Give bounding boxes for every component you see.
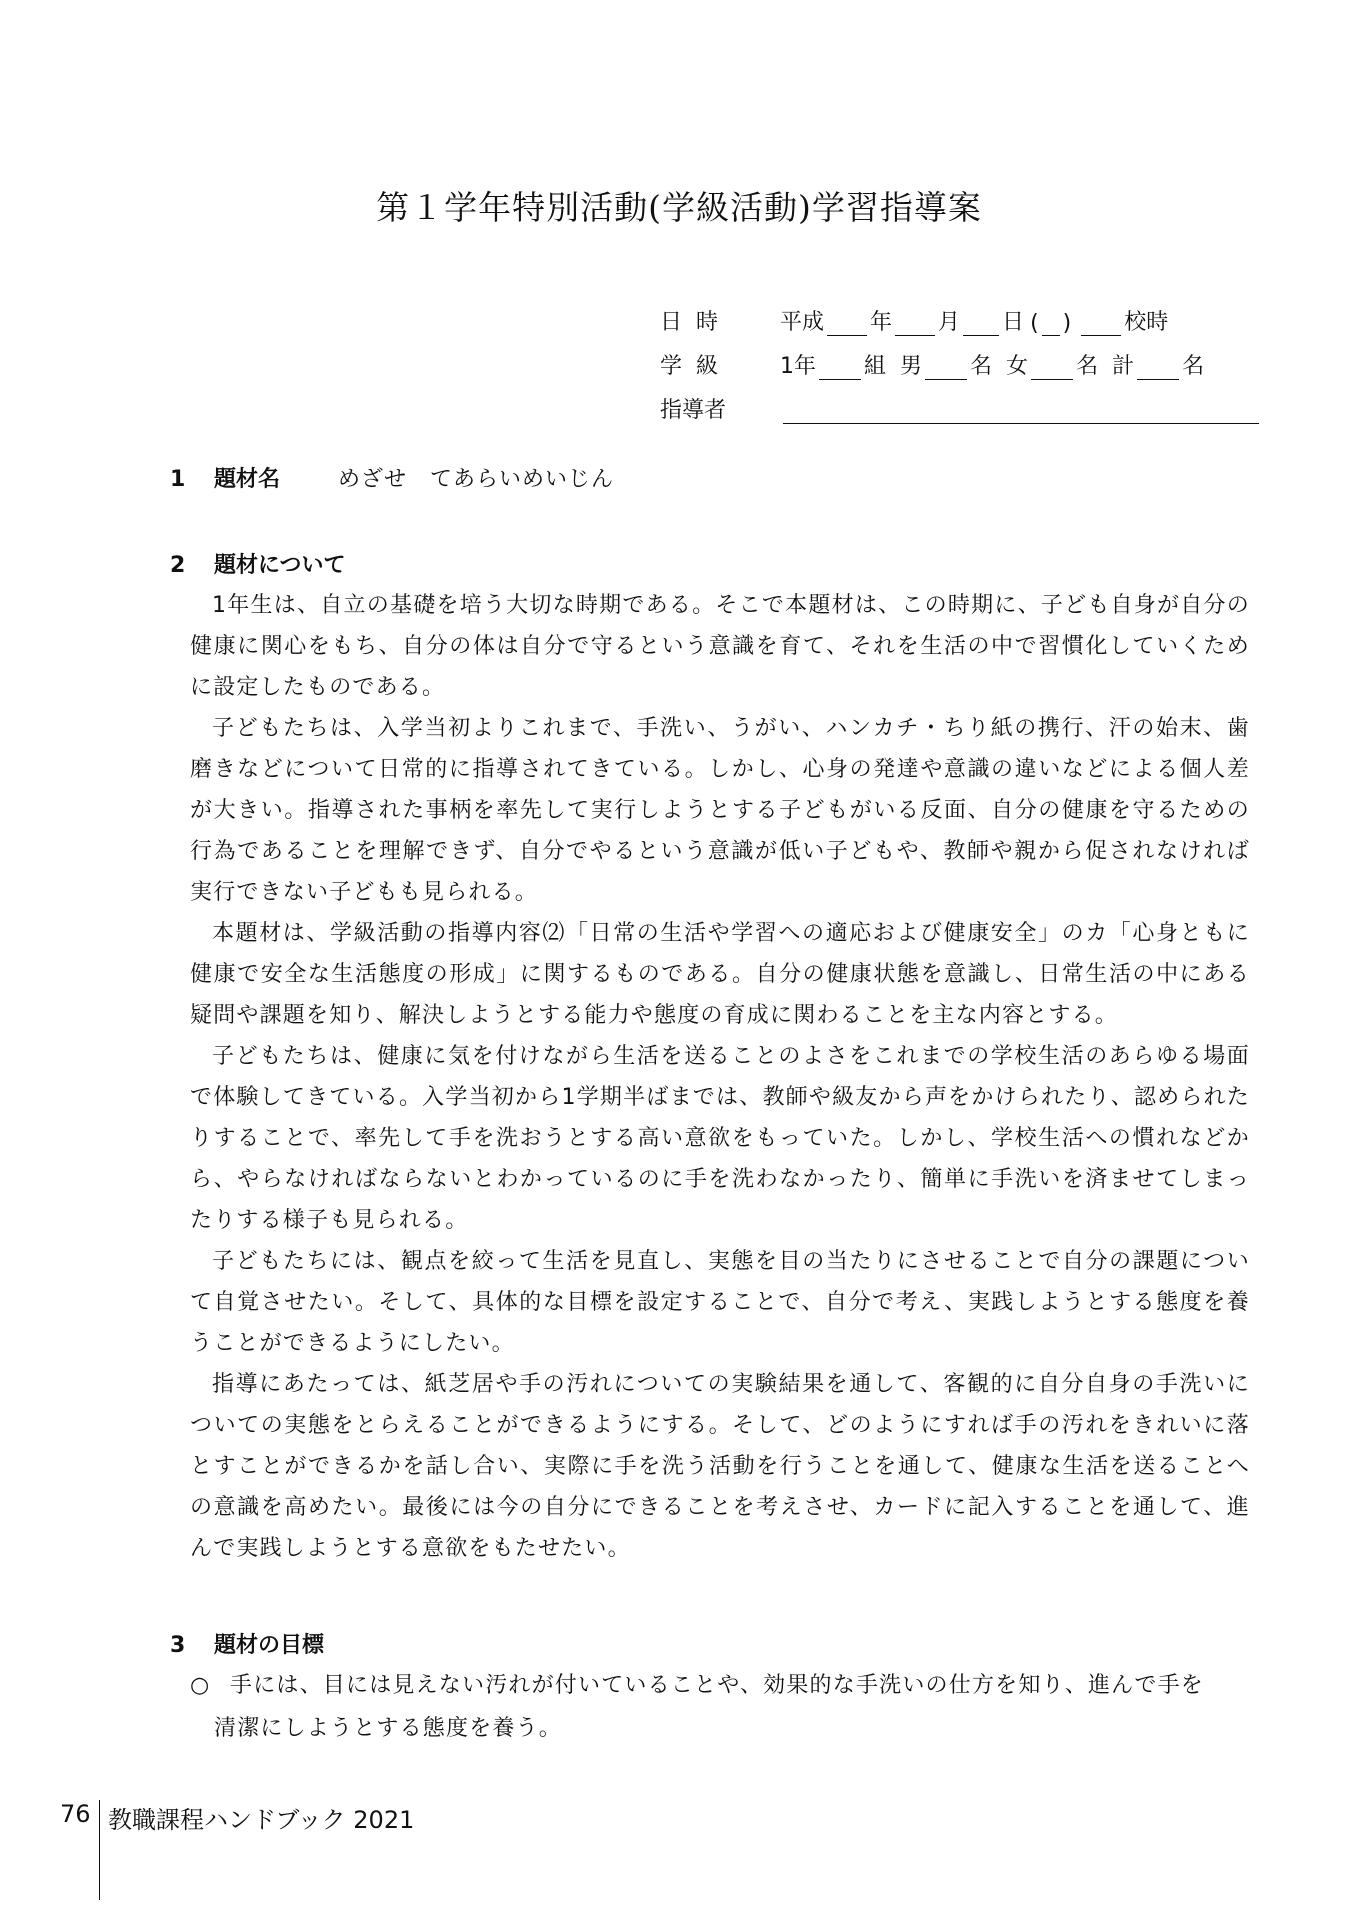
book-title: 教職課程ハンドブック 2021 (108, 1806, 415, 1834)
page-footer (60, 1800, 414, 1900)
section-title: 題材名 (214, 467, 281, 492)
paren-open: ( (1030, 311, 1039, 336)
girls-label: 女 (1006, 354, 1029, 379)
lesson-info (660, 292, 1262, 424)
page-title: 第１学年特別活動(学級活動)学習指導案 (376, 188, 982, 227)
section-3-heading (170, 1628, 324, 1659)
mei-unit: 名 (970, 354, 993, 379)
blank (925, 357, 967, 380)
section-number: 1 (170, 467, 186, 492)
section-number: 3 (170, 1633, 186, 1658)
year-unit: 年 (870, 310, 893, 335)
blank (819, 357, 861, 380)
mei-unit: 名 (1076, 354, 1099, 379)
grade-text: 1年 (780, 354, 816, 379)
class-row (660, 336, 1262, 380)
blank (1031, 357, 1073, 380)
datetime-label: 日時 (660, 310, 733, 335)
paragraph: 子どもたちには、観点を絞って生活を見直し、実態を目の当たりにさせることで自分の課題について自覚させたい。そして、具体的な目標を設定することで、自分で考え、実践しようとする態度を養うことができるようにしたい。 (190, 1249, 1250, 1356)
section-title: 題材について (214, 553, 346, 578)
paragraph: 子どもたちは、入学当初よりこれまで、手洗い、うがい、ハンカチ・ちり紙の携行、汗の始末、歯磨きなどについて日常的に指導されてきている。しかし、心身の発達や意識の違いなどによる個人差が大きい。指導された事柄を率先して実行しようとする子どもがいる反面、自分の健康を守るための行為であることを理解できず、自分でやるという意識が低い子どもや、教師や親から促されなければ実行できない子どもも見られる。 (190, 716, 1250, 905)
blank (1081, 313, 1121, 336)
kumi-unit: 組 (864, 354, 887, 379)
paren-close: ) (1062, 311, 1072, 336)
datetime-row (660, 292, 1262, 336)
teacher-row (660, 380, 1262, 424)
blank (1137, 357, 1179, 380)
era-text: 平成 (780, 310, 825, 335)
section-2-body (190, 585, 1250, 1569)
blank (895, 313, 935, 336)
section-3-goal (190, 1664, 1250, 1750)
page-number: 76 (60, 1800, 91, 1828)
total-label: 計 (1112, 354, 1135, 379)
circle-bullet-icon: ○ (190, 1673, 211, 1698)
blank (827, 313, 867, 336)
blank (1042, 313, 1060, 336)
paragraph: 子どもたちは、健康に気を付けながら生活を送ることのよさをこれまでの学校生活のあらゆる場面で体験してきている。入学当初から1学期半ばまでは、教師や級友から声をかけられたり、認められたりすることで、率先して手を洗おうとする高い意欲をもっていた。しかし、学校生活への慣れなどから、やらなければならないとわかっているのに手を洗わなかったり、簡単に手洗いを済ませてしまったりする様子も見られる。 (190, 1044, 1250, 1233)
mei-unit: 名 (1182, 354, 1205, 379)
section-1-heading (170, 462, 614, 493)
paragraph: 本題材は、学級活動の指導内容⑵「日常の生活や学習への適応および健康安全」のカ「心身ともに健康で安全な生活態度の形成」に関するものである。自分の健康状態を意識し、日常生活の中にある疑問や課題を知り、解決しようとする能力や態度の育成に関わることを主な内容とする。 (190, 921, 1250, 1028)
goal-text-continued: 清潔にしようとする態度を養う。 (214, 1716, 563, 1741)
blank (963, 313, 999, 336)
paragraph: 指導にあたっては、紙芝居や手の汚れについての実験結果を通して、客観的に自分自身の手洗いについての実態をとらえることができるようにする。そして、どのようにすれば手の汚れをきれいに落とすことができるかを話し合い、実際に手を洗う活動を行うことを通して、健康な生活を送ることへの意識を高めたい。最後には今の自分にできることを考えさせ、カードに記入することを通して、進んで実践しようとする意欲をもたせたい。 (190, 1372, 1250, 1561)
section-2-heading (170, 548, 346, 579)
month-unit: 月 (938, 310, 961, 335)
paragraph: 1年生は、自立の基礎を培う大切な時期である。そこで本題材は、この時期に、子ども自身が自分の健康に関心をもち、自分の体は自分で守るという意識を育て、それを生活の中で習慣化していくために設定したものである。 (190, 593, 1250, 700)
footer-divider (99, 1800, 101, 1900)
class-label: 学級 (660, 354, 733, 379)
section-number: 2 (170, 553, 186, 578)
boys-label: 男 (900, 354, 923, 379)
period-unit: 校時 (1124, 310, 1169, 335)
teacher-label: 指導者 (660, 398, 727, 423)
goal-text: 手には、目には見えない汚れが付いていることや、効果的な手洗いの仕方を知り、進んで手を (230, 1673, 1204, 1698)
section-title: 題材の目標 (214, 1633, 325, 1658)
day-unit: 日 (1002, 310, 1025, 335)
teacher-blank (783, 401, 1259, 424)
theme-name: めざせ てあらいめいじん (338, 467, 615, 492)
